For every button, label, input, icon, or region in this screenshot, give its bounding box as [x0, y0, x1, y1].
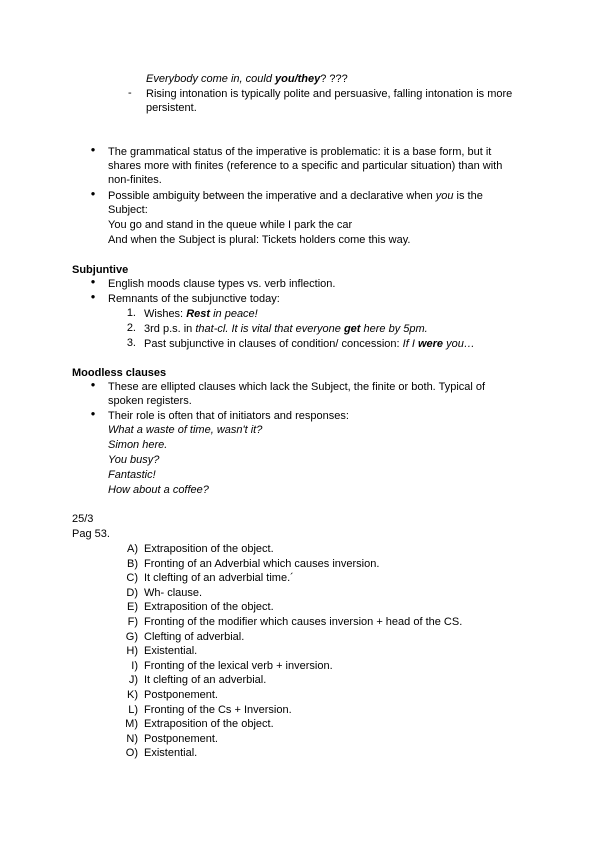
bullet-marker: ●: [90, 145, 96, 154]
example-sentence: [146, 72, 348, 86]
ambiguity-you: you: [435, 190, 454, 202]
section-heading-moodless: Moodless clauses: [72, 367, 167, 379]
bullet-marker: ●: [90, 292, 96, 301]
date-heading: 25/3: [72, 513, 94, 525]
intonation-line-2: persistent.: [146, 102, 197, 114]
answer-letter: G): [125, 631, 138, 643]
subjunctive-item-2: [144, 322, 428, 336]
item-italic: . It is vital that everyone: [225, 323, 344, 335]
answer-letter: L): [128, 704, 138, 716]
bullet-marker: ●: [90, 409, 96, 418]
item-emphasis: were: [417, 338, 444, 350]
item-text: 3rd p.s. in: [144, 323, 196, 335]
answer-letter: A): [127, 543, 138, 555]
ambiguity-line-1: [108, 189, 483, 203]
moodless-example: What a waste of time, wasn't it?: [108, 424, 263, 436]
answer-text: Postponement.: [144, 689, 218, 701]
answer-text: It clefting of an adverbial time.´: [144, 572, 294, 584]
subjunctive-bullet-1: English moods clause types vs. verb inflection.: [108, 278, 336, 290]
answer-text: Existential.: [144, 645, 198, 657]
answer-letter: C): [126, 572, 138, 584]
subjunctive-item-1: [144, 307, 258, 321]
answer-letter: N): [126, 733, 138, 745]
answer-text: Clefting of adverbial.: [144, 631, 245, 643]
answer-text: Fronting of the Cs + Inversion.: [144, 704, 292, 716]
answer-text: Extraposition of the object.: [144, 543, 274, 555]
moodless-example: How about a coffee?: [108, 484, 209, 496]
answer-letter: O): [125, 747, 138, 759]
moodless-example: You busy?: [108, 454, 160, 466]
list-number: 3.: [126, 337, 136, 349]
answer-text: Wh- clause.: [144, 587, 203, 599]
item-italic: you…: [443, 338, 475, 350]
example-emphasis: you/they: [275, 73, 321, 85]
moodless-bullet-2: Their role is often that of initiators and responses:: [108, 410, 349, 422]
page-reference: Pag 53.: [72, 528, 110, 540]
answer-text: Fronting of the lexical verb + inversion.: [144, 660, 333, 672]
answer-letter: I): [131, 660, 138, 672]
ambiguity-text: Possible ambiguity between the imperative and a declarative when: [108, 190, 436, 202]
ambiguity-text-end: is the: [453, 190, 483, 202]
answer-letter: H): [126, 645, 138, 657]
moodless-example: Simon here.: [108, 439, 168, 451]
subjunctive-item-3: [144, 337, 475, 351]
answer-text: Fronting of the modifier which causes inversion + head of the CS.: [144, 616, 463, 628]
imperative-status-line-3: non-finites.: [108, 174, 162, 186]
answer-letter: F): [127, 616, 138, 628]
answer-text: Extraposition of the object.: [144, 601, 274, 613]
section-heading-subjunctive: Subjuntive: [72, 264, 129, 276]
list-number: 1.: [126, 307, 136, 319]
ambiguity-line-2: Subject:: [108, 204, 148, 216]
list-number: 2.: [126, 322, 136, 334]
item-emphasis: Rest: [186, 308, 211, 320]
subjunctive-bullet-2: Remnants of the subjunctive today:: [108, 293, 280, 305]
answer-letter: M): [125, 718, 138, 730]
ambiguity-line-4: And when the Subject is plural: Tickets holders come this way.: [108, 234, 411, 246]
intonation-line-1: Rising intonation is typically polite and persuasive, falling intonation is more: [146, 88, 513, 100]
item-text: Past subjunctive in clauses of condition/ concession:: [144, 338, 403, 350]
moodless-example: Fantastic!: [108, 469, 156, 481]
answer-letter: E): [127, 601, 138, 613]
item-emphasis: get: [343, 323, 361, 335]
answer-letter: K): [127, 689, 138, 701]
imperative-status-line-1: The grammatical status of the imperative is problematic: it is a base form, but it: [108, 146, 492, 158]
answer-letter: J): [128, 674, 138, 686]
bullet-marker: ●: [90, 380, 96, 389]
answer-text: Extraposition of the object.: [144, 718, 274, 730]
imperative-status-line-2: shares more with finites (reference to a specific and particular situation) than with: [108, 160, 503, 172]
item-text: Wishes:: [144, 308, 187, 320]
answer-text: Postponement.: [144, 733, 218, 745]
moodless-bullet-1-line-1: These are ellipted clauses which lack the Subject, the finite or both. Typical of: [108, 381, 486, 393]
answer-text: It clefting of an adverbial.: [144, 674, 267, 686]
item-italic: in peace!: [210, 308, 258, 320]
example-text: Everybody come in, could: [146, 73, 276, 85]
bullet-marker: ●: [90, 189, 96, 198]
item-italic: here by 5pm.: [360, 323, 428, 335]
example-question-marks: ? ???: [320, 73, 348, 85]
bullet-marker: ●: [90, 277, 96, 286]
item-italic: that-cl: [195, 323, 226, 335]
item-italic: If I: [402, 338, 418, 350]
answer-letter: B): [127, 558, 138, 570]
moodless-bullet-1-line-2: spoken registers.: [108, 395, 192, 407]
answer-text: Existential.: [144, 747, 198, 759]
answer-text: Fronting of an Adverbial which causes inversion.: [144, 558, 380, 570]
answer-letter: D): [126, 587, 138, 599]
ambiguity-line-3: You go and stand in the queue while I park the car: [108, 219, 353, 231]
dash-marker: -: [128, 87, 132, 99]
